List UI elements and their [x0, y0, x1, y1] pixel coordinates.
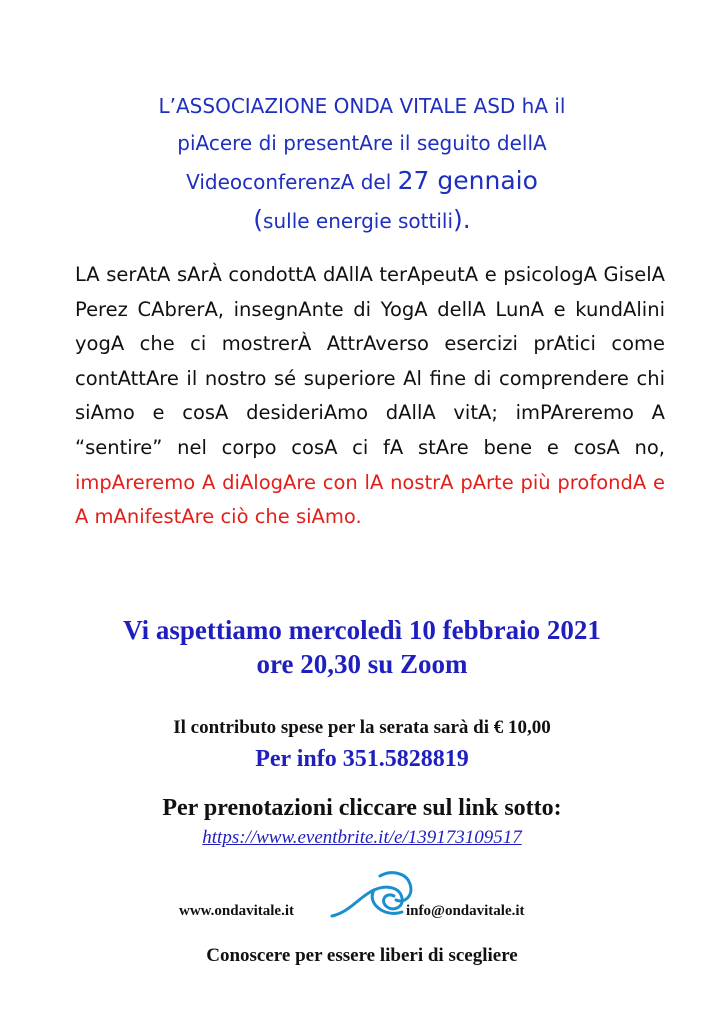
event-time: ore 20,30 su Zoom — [256, 649, 468, 679]
intro-line-4 — [60, 201, 664, 240]
event-datetime — [40, 613, 684, 681]
description-text: LA serAtA sArÀ condottA dAllA terApeutA e psicologA GiselA Perez CAbrerA, insegnAnte di YogA dellA LunA e kundAlini yogA che ci mostrerÀ AttrAverso esercizi prAtici come contAttAre il nostro sé superiore Al fine di comprendere chi siAmo e cosA desideriAmo dAllA vitA; imPAreremo A “sentire” nel corpo cosA ci fA stAre bene e cosA no, — [75, 263, 665, 459]
event-date: Vi aspettiamo mercoledì 10 febbraio 2021 — [123, 615, 601, 645]
cost-text: Il contributo spese per la serata sarà di € 10,00 — [173, 717, 551, 738]
intro-line-3-text: VideoconferenzA del — [186, 170, 398, 194]
footer-row — [0, 866, 724, 936]
intro-line-1: L’ASSOCIAZIONE ONDA VITALE ASD hA il — [158, 94, 566, 118]
intro-line-3 — [60, 162, 664, 201]
intro-topic: sulle energie sottili — [263, 209, 453, 233]
booking-label: Per prenotazioni cliccare sul link sotto: — [162, 795, 562, 821]
intro-open-paren: ( — [253, 205, 264, 234]
intro-heading — [60, 88, 664, 240]
motto: Conoscere per essere liberi di scegliere — [206, 945, 518, 966]
booking-link-row — [40, 825, 684, 851]
email-link[interactable]: info@ondavitale.it — [406, 903, 525, 919]
intro-close-paren: ). — [453, 205, 471, 234]
event-description — [75, 258, 665, 535]
intro-date: 27 gennaio — [397, 166, 538, 195]
intro-line-2: piAcere di presentAre il seguito dellA — [177, 131, 547, 155]
website-link[interactable]: www.ondavitale.it — [179, 903, 295, 919]
booking-link[interactable]: https://www.eventbrite.it/e/139173109517 — [202, 827, 522, 848]
description-highlight: impAreremo A diAlogAre con lA nostrA pArte più profondA e A mAnifestAre ciò che siAmo. — [75, 470, 665, 529]
info-phone: Per info 351.5828819 — [255, 746, 469, 772]
